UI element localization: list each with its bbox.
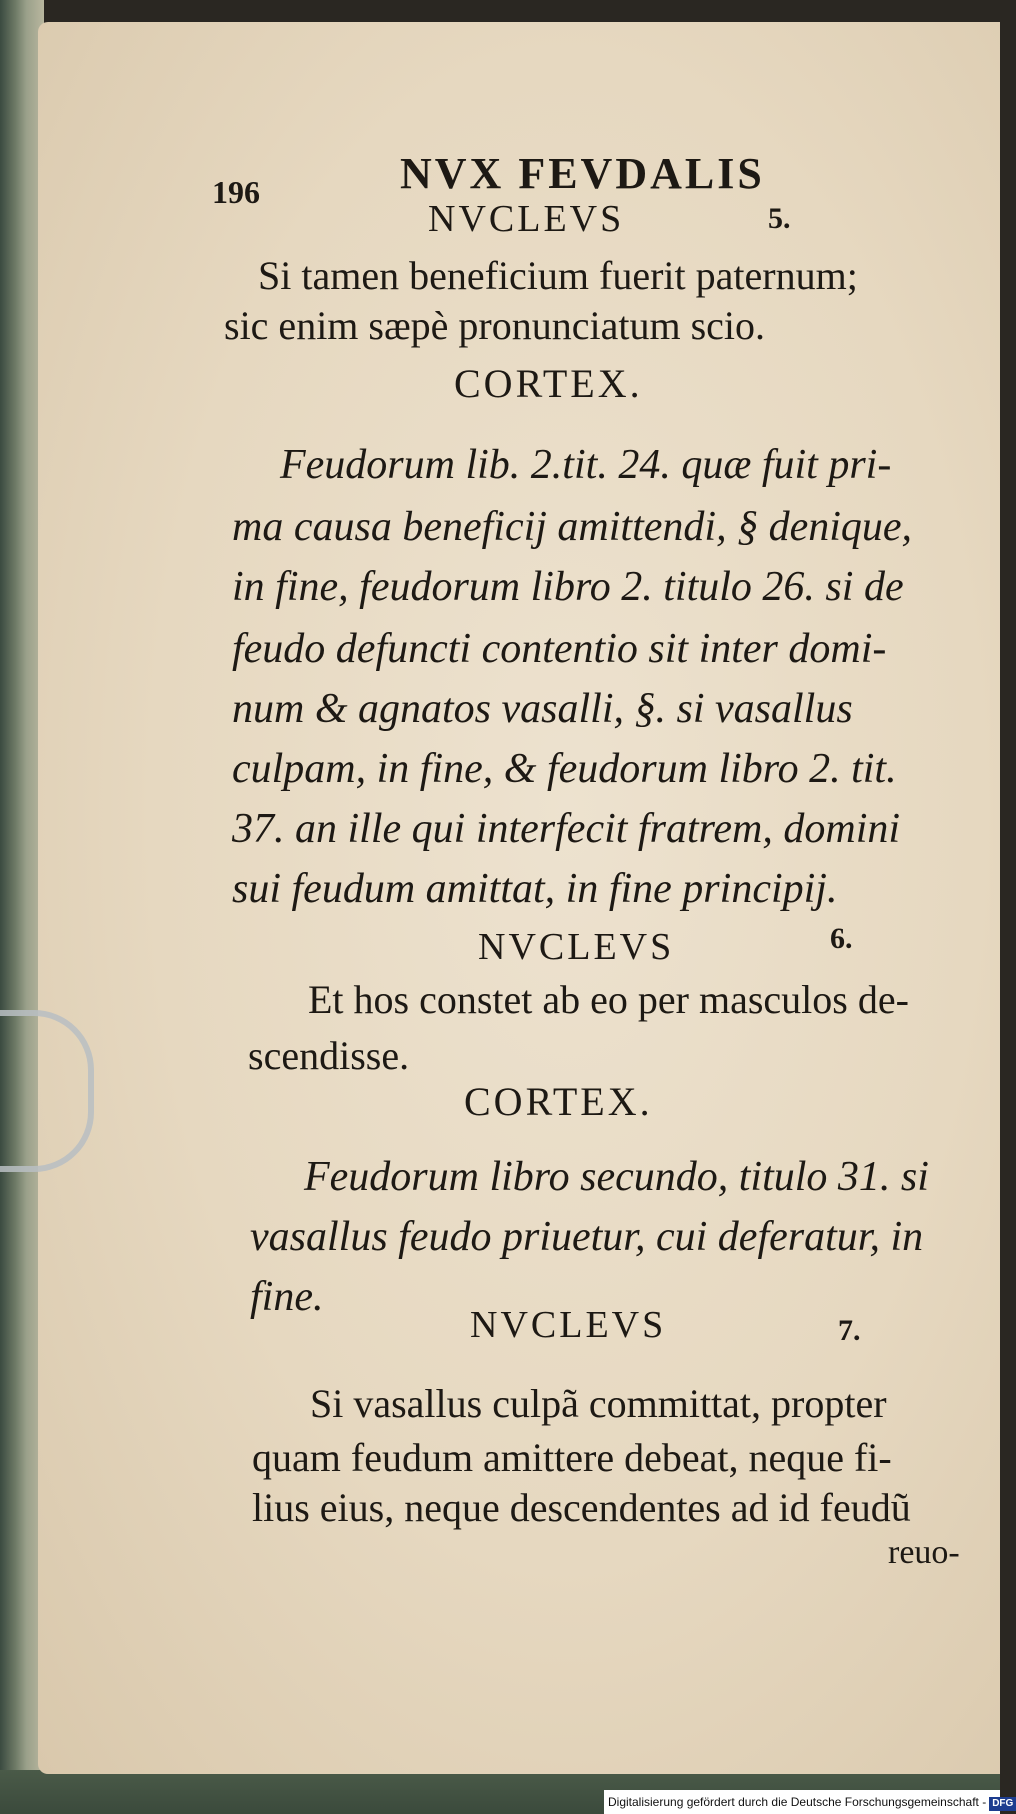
nucleus-number-6: 6. — [830, 922, 853, 955]
cortex-5-line-3: in fine, feudorum libro 2. titulo 26. si de — [232, 564, 904, 610]
cortex-5-line-8: sui feudum amittat, in fine principij. — [232, 866, 838, 912]
cortex-heading-6: CORTEX. — [464, 1079, 653, 1124]
nucleus-5-line-2: sic enim sæpè pronunciatum scio. — [224, 303, 766, 348]
cortex-5-line-7: 37. an ille qui interfecit fratrem, domini — [232, 806, 901, 852]
nucleus-6-line-1: Et hos constet ab eo per masculos de- — [308, 977, 909, 1022]
page-clip — [0, 1010, 94, 1172]
nucleus-5-line-1: Si tamen beneficium fuerit paternum; — [258, 253, 858, 298]
cortex-5-line-6: culpam, in fine, & feudorum libro 2. tit. — [232, 746, 897, 792]
cortex-5-line-1: Feudorum lib. 2.tit. 24. quæ fuit pri- — [280, 442, 892, 488]
nucleus-number-7: 7. — [838, 1314, 861, 1347]
cortex-5-line-2: ma causa beneficij amittendi, § denique, — [232, 504, 913, 550]
dfg-logo: DFG — [989, 1797, 1016, 1811]
catchword: reuo- — [888, 1534, 960, 1571]
nucleus-heading-5: NVCLEVS — [428, 198, 625, 240]
page-number: 196 — [212, 174, 260, 210]
nucleus-heading-6: NVCLEVS — [478, 926, 675, 968]
cortex-6-line-2: vasallus feudo priuetur, cui deferatur, in — [250, 1214, 924, 1260]
digitization-footer — [604, 1790, 1014, 1814]
nucleus-7-line-3: lius eius, neque descendentes ad id feudũ — [252, 1485, 911, 1530]
cortex-heading-5: CORTEX. — [454, 361, 643, 406]
cortex-5-line-5: num & agnatos vasalli, §. si vasallus — [232, 686, 853, 732]
nucleus-7-line-2: quam feudum amittere debeat, neque fi- — [252, 1435, 892, 1480]
nucleus-number-5: 5. — [768, 202, 791, 235]
cortex-5-line-4: feudo defuncti contentio sit inter domi- — [232, 626, 887, 672]
running-title: NVX FEVDALIS — [400, 149, 765, 198]
cortex-6-line-3: fine. — [250, 1274, 324, 1320]
cortex-6-line-1: Feudorum libro secundo, titulo 31. si — [304, 1154, 929, 1200]
nucleus-heading-7: NVCLEVS — [470, 1304, 667, 1346]
nucleus-6-line-2: scendisse. — [248, 1033, 410, 1078]
nucleus-7-line-1: Si vasallus culpã committat, propter — [310, 1381, 887, 1426]
footer-text: Digitalisierung gefördert durch die Deutsche Forschungsgemeinschaft - — [608, 1795, 987, 1809]
